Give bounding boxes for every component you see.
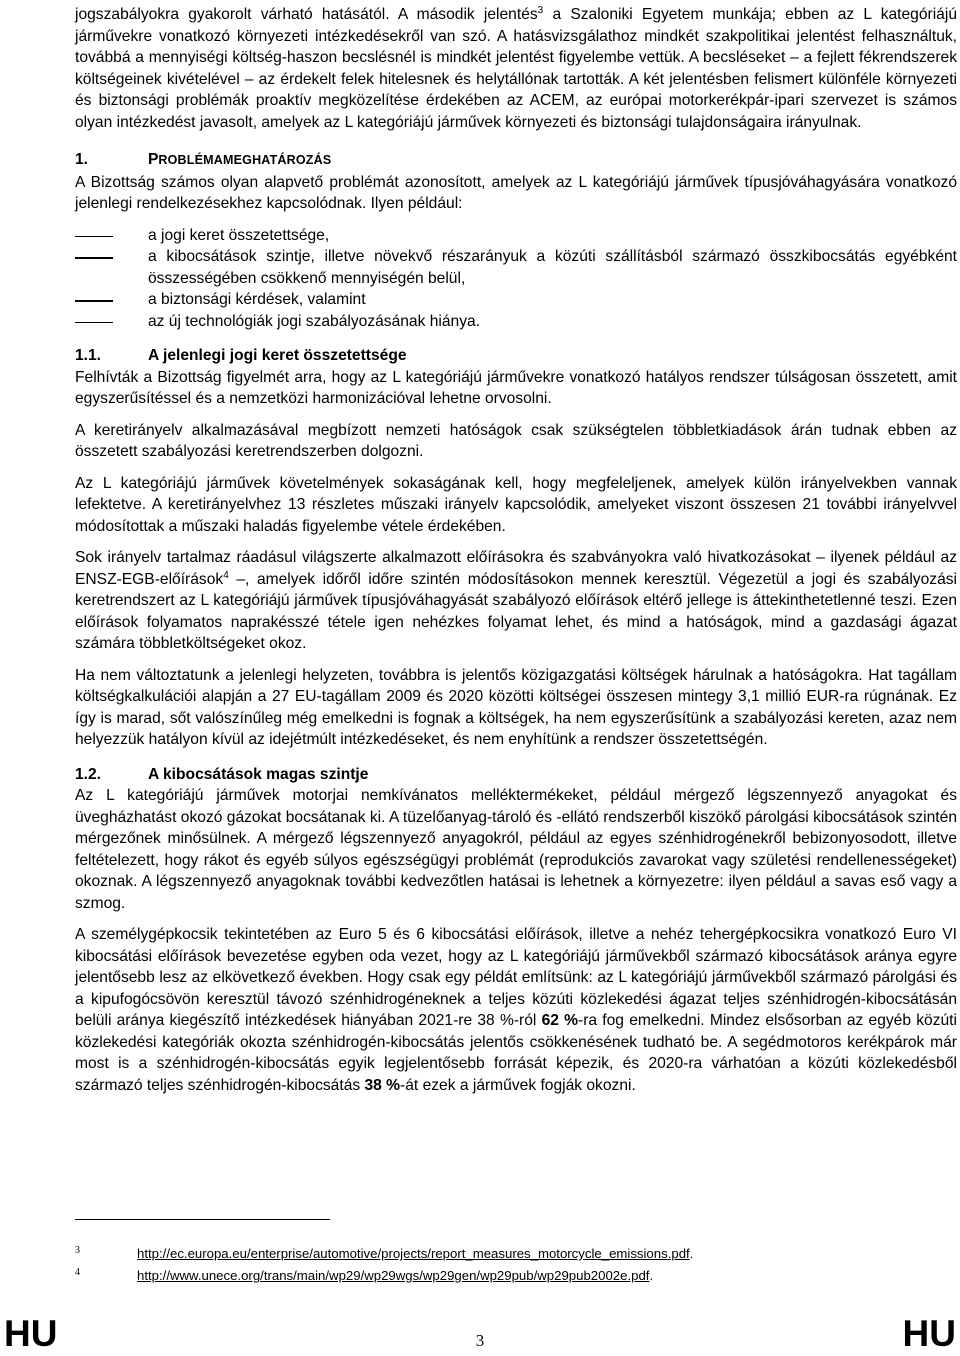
punctuation: . [689, 1246, 694, 1261]
paragraph: Az L kategóriájú járművek motorjai nemkívánatos melléktermékeket, például mérgező légszennyező anyagokat és üvegházhatást okozó gázokat bocsátanak ki. A tüzelőanyag-tároló és -ellátó rendszerből kiszökő párolgási kibocsátások szintén mérgezőnek minősülnek. A mérgező légszennyező anyagokról, például az egyes szénhidrogénekről bebizonyosodott, illetve feltételezett, hogy rákot és egyéb súlyos egészségügyi problémát (reprodukciós zavarokat vagy születési rendellenességeket) okoznak. A légszennyező anyagoknak további kedvezőtlen hatásai is lehetnek a környezetre: ilyen például a savas eső vagy a szmog. [75, 787, 957, 912]
section-title-rest: ROBLÉMAMEGHATÁROZÁS [158, 153, 332, 167]
problem-list [75, 225, 957, 333]
bold-value: 62 % [541, 1012, 579, 1029]
paragraph-problem-intro: A Bizottság számos olyan alapvető problémát azonosított, amelyek az L kategóriájú járművek típusjóváhagyására vonatkozó jelenlegi rendelkezésekhez kapcsolódnak. Ilyen például: [75, 173, 957, 212]
section-title: A jelenlegi jogi keret összetettsége [148, 347, 407, 364]
section-number: 1.1. [75, 347, 102, 364]
text-run: –, amelyek időről időre szintén módosításokon mennek keresztül. Végezetül a jogi és szabályozási keretrendszert az L kategóriájú járművek típusjóváhagyását szabályozó előírások eltérő jellege is áttekinthetetlenné teszi. Ezen előírások folyamatos naprakésszé tétele igen nehézkes folyamat lehet, és mind a hatóságok, mind a gazdasági ágazat számára többletköltségeket okoz. [75, 570, 957, 652]
footnote-link[interactable]: http://www.unece.org/trans/main/wp29/wp29wgs/wp29gen/wp29pub/wp29pub2002e.pdf [137, 1268, 650, 1283]
text-run: a Szaloniki Egyetem munkája; ebben az L kategóriájú járművekre vonatkozó környezeti intézkedésekről van szó. A hatásvizsgálathoz mindkét szakpolitikai jelentést felhasználtuk, továbbá a mennyiségi költség-haszon becslésnél is mindkét jelentést figyelembe vettük. A becsléseket – a fejlett fékrendszerek költségeinek kivételével – az érdekelt felek hitelesnek és helytállónak tartották. A két jelentésben felismert különféle környezeti és biztonsági problémák proaktív megközelítése érdekében az ACEM, az európai motorkerékpár-ipari szervezet is számos olyan intézkedést javasolt, amelyek az L kategóriájú járművek környezeti és biztonsági tulajdonságaira irányulnak. [75, 6, 957, 131]
section-title: A kibocsátások magas szintje [148, 765, 369, 783]
footnote-link[interactable]: http://ec.europa.eu/enterprise/automotive/projects/report_measures_motorcycle_emissions.pdf [137, 1246, 690, 1261]
section-number: 1.2. [75, 765, 102, 783]
section-heading-1-2 [75, 764, 957, 786]
footnote-3 [137, 1243, 693, 1265]
section-number: 1. [75, 151, 89, 168]
paragraph: A keretirányelv alkalmazásával megbízott nemzeti hatóságok csak szükségtelen többletkiadások árán tudnak ebben az összetett szabályozási keretrendszerben dolgozni. [75, 421, 957, 460]
text-run: jogszabályokra gyakorolt várható hatásától. A második jelentés [75, 6, 538, 23]
document-body [75, 4, 957, 1096]
page-number: 3 [475, 1331, 485, 1350]
list-item: a jogi keret összetettsége, [75, 225, 957, 247]
paragraph-intro [75, 4, 957, 133]
paragraph: Az L kategóriájú járművek követelmények sokaságának kell, hogy megfeleljenek, amelyek külön irányelvekben vannak lefektetve. A keretirányelvhez 13 részletes műszaki irányelv kapcsolódik, amelyeket viszont összesen 21 további irányelvvel módosítottak a műszaki haladás figyelembe vétele érdekében. [75, 474, 957, 535]
list-item: a biztonsági kérdések, valamint [75, 289, 957, 311]
footnotes [137, 1243, 693, 1287]
section-heading-1 [75, 149, 957, 172]
footnote-4 [137, 1265, 693, 1287]
list-item: a kibocsátások szintje, illetve növekvő részarányuk a közúti szállításból származó összkibocsátás egyébként összességében csökkenő mennyiségén belül, [75, 246, 957, 289]
footnote-number: 3 [75, 1245, 80, 1256]
section-heading-1-1 [75, 345, 957, 367]
paragraph [75, 924, 957, 1096]
paragraph [75, 547, 957, 655]
footnote-numbers [75, 1240, 80, 1284]
footnote-number: 4 [75, 1267, 80, 1278]
text-run: Sok irányelv tartalmaz ráadásul világszerte alkalmazott előírásokra és szabványokra való hivatkozásokat – ilyenek például az ENSZ-EGB-előírások [75, 549, 957, 588]
footnote-ref-3[interactable]: 3 [537, 5, 544, 16]
footnote-divider [75, 1219, 330, 1220]
punctuation: . [649, 1268, 654, 1283]
paragraph: Felhívták a Bizottság figyelmét arra, hogy az L kategóriájú járművekre vonatkozó hatályos rendszer túlságosan összetett, amit egyszerűsítéssel és a nemzetközi harmonizációval lehetne orvosolni. [75, 368, 957, 407]
paragraph: Ha nem változtatunk a jelenlegi helyzeten, továbbra is jelentős közigazgatási költségek hárulnak a hatóságokra. Hat tagállam költségkalkulációi alapján a 27 EU-tagállam 2009 és 2020 közötti költségei összesen mintegy 3,1 millió EUR-ra rúgnának. Ez így is marad, sőt valószínűleg még emelkedni is fognak a költségek, ha nem egyszerűsítünk a szabályozási kereten, azaz nem helyezzük hatályon kívül az idejétmúlt intézkedéseket, és nem enyhítünk a rendszer összetettségén. [75, 666, 957, 748]
language-code-right: HU [902, 1313, 956, 1354]
language-code-left: HU [4, 1313, 58, 1354]
text-run: -ra fog emelkedni. Mindez elsősorban az egyéb közúti közlekedési kategóriák okozta szénhidrogén-kibocsátás jelentős csökkenésének tudható be. A segédmotoros kerékpárok már most is a szénhidrogén-kibocsátás egyik legjelentősebb forrását képezik, és 2020-ra várhatóan a közúti közlekedésből származó teljes szénhidrogén-kibocsátás [75, 1012, 957, 1094]
section-title-initial: P [148, 151, 159, 168]
footnote-ref-4[interactable]: 4 [223, 569, 229, 581]
list-item: az új technológiák jogi szabályozásának hiánya. [75, 311, 957, 333]
bold-value: 38 % [364, 1076, 401, 1094]
text-run: -át ezek a járművek fogják okozni. [400, 1076, 636, 1094]
text-run: A személygépkocsik tekintetében az Euro 5 és 6 kibocsátási előírások, illetve a nehéz tehergépkocsikra vonatkozó Euro VI kibocsátási előírások bevezetése egyben oda vezet, hogy az L kategóriájú járművekből származó kibocsátások aránya egyre jelentősebb lesz az elkövetkező években. Hogy csak egy példát említsünk: az L kategóriájú járművekből származó párolgási és a kipufogócsövön keresztül távozó szénhidrogéneknek a teljes közúti közlekedési ágazat teljes szénhidrogén-kibocsátásán belüli aránya kiegészítő intézkedések hiányában 2021-re 38 %-ról [75, 926, 957, 1029]
